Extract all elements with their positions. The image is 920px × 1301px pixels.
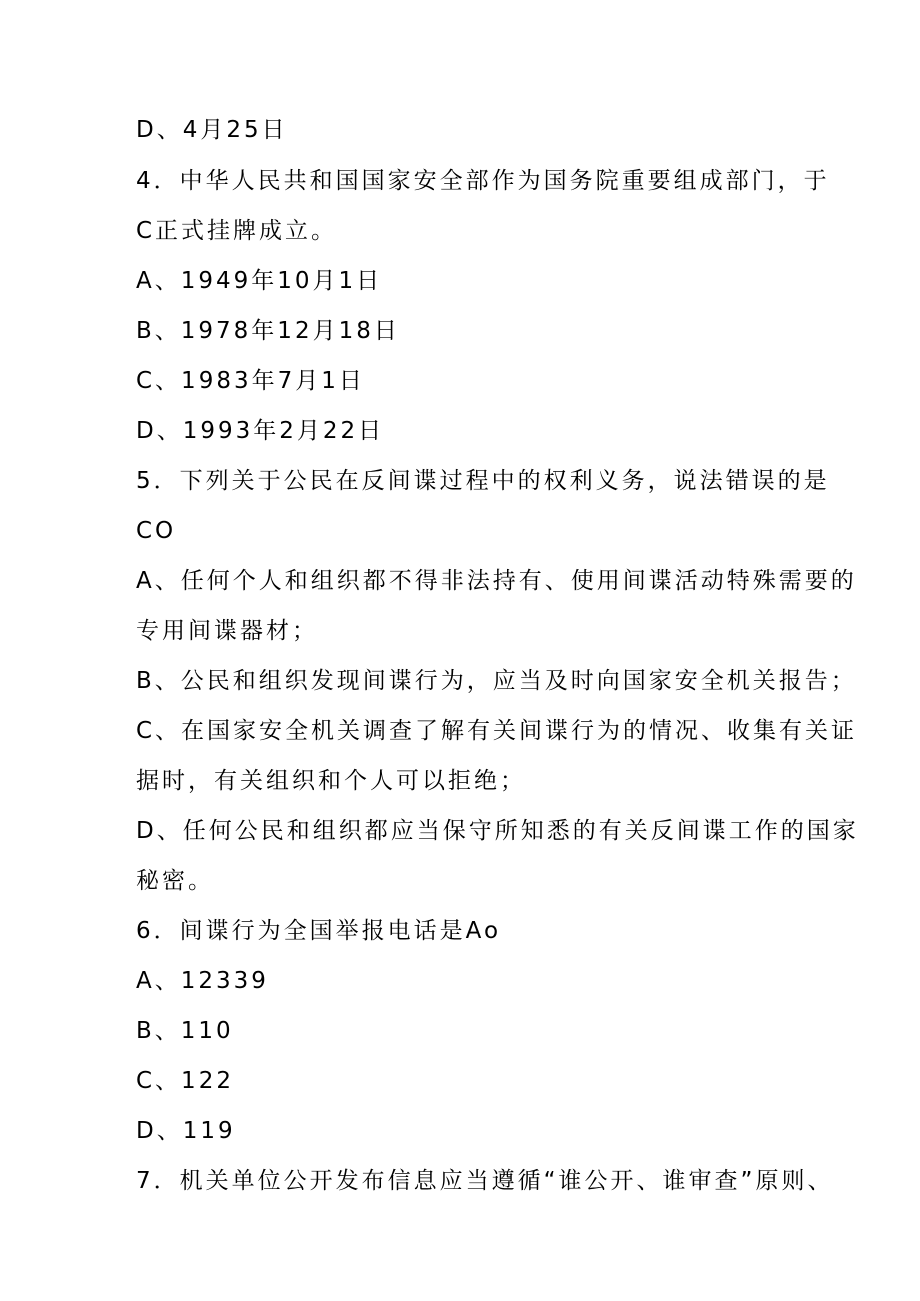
- q5-option-a-line-1: A、任何个人和组织都不得非法持有、使用间谍活动特殊需要的: [136, 568, 857, 594]
- q6-question: 6．间谍行为全国举报电话是Ao: [136, 918, 502, 944]
- q4-option-d: D、1993年2月22日: [136, 418, 385, 444]
- q6-option-b: B、110: [136, 1018, 234, 1044]
- q5-option-c-line-2: 据时，有关组织和个人可以拒绝；: [136, 768, 526, 794]
- q5-question-line-2: CO: [136, 518, 177, 544]
- q4-option-c: C、1983年7月1日: [136, 368, 365, 394]
- q5-option-c-line-1: C、在国家安全机关调查了解有关间谍行为的情况、收集有关证: [136, 718, 858, 744]
- q4-option-a: A、1949年10月1日: [136, 268, 383, 294]
- q5-option-b: B、公民和组织发现间谍行为，应当及时向国家安全机关报告；: [136, 668, 857, 694]
- q6-option-d: D、119: [136, 1118, 236, 1144]
- q5-option-a-line-2: 专用间谍器材；: [136, 618, 318, 644]
- q6-option-c: C、122: [136, 1068, 234, 1094]
- q5-option-d-line-2: 秘密。: [136, 868, 214, 894]
- q7-question-line-1: 7．机关单位公开发布信息应当遵循“谁公开、谁审查”原则、: [136, 1168, 834, 1194]
- q4-question-line-1: 4．中华人民共和国国家安全部作为国务院重要组成部门，于: [136, 168, 830, 194]
- q4-option-b: B、1978年12月18日: [136, 318, 400, 344]
- q5-option-d-line-1: D、任何公民和组织都应当保守所知悉的有关反间谍工作的国家: [136, 818, 859, 844]
- q6-option-a: A、12339: [136, 968, 269, 994]
- q5-question-line-1: 5．下列关于公民在反间谍过程中的权利义务，说法错误的是: [136, 468, 830, 494]
- q3-option-d: D、4月25日: [136, 117, 288, 143]
- q4-question-line-2: C正式挂牌成立。: [136, 218, 338, 244]
